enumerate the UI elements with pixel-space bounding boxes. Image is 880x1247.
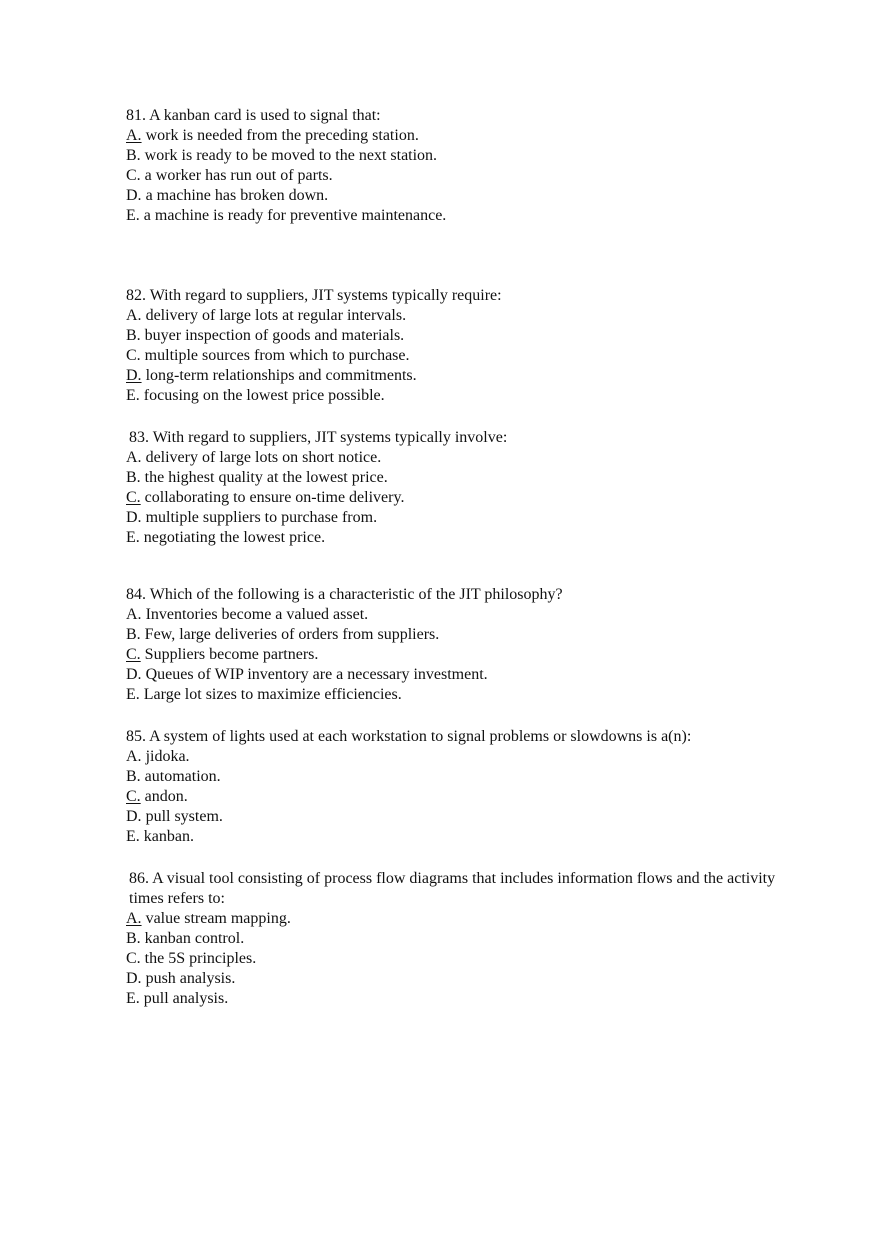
option-text: delivery of large lots at regular intervals. [141,307,407,324]
option-letter: A. [126,910,142,927]
option-text: a machine has broken down. [141,187,329,204]
option-letter: E. [126,686,140,703]
option-text: kanban control. [140,930,245,947]
question-82 [126,286,786,406]
option-letter: D. [126,666,142,683]
option-letter: E. [126,207,140,224]
answer-option-e [126,989,786,1009]
option-text: Inventories become a valued asset. [141,606,369,623]
option-text: pull analysis. [139,990,229,1007]
answer-option-b [126,625,786,645]
option-text: multiple sources from which to purchase. [140,347,410,364]
option-letter: E. [126,387,140,404]
question-84 [126,585,786,705]
question-stem: 84. Which of the following is a characteristic of the JIT philosophy? [126,586,563,603]
question-86 [126,869,786,1009]
option-text: value stream mapping. [141,910,291,927]
option-text: the highest quality at the lowest price. [140,469,388,486]
question-stem: 85. A system of lights used at each workstation to signal problems or slowdowns is a(n): [126,728,692,745]
answer-option-b [126,326,786,346]
option-letter: D. [126,970,142,987]
option-letter: B. [126,147,141,164]
option-text: the 5S principles. [140,950,257,967]
answer-option-e [126,827,786,847]
option-letter: B. [126,930,141,947]
option-letter: B. [126,626,141,643]
option-text: focusing on the lowest price possible. [139,387,385,404]
answer-option-c [126,949,786,969]
option-text: andon. [140,788,188,805]
option-letter: D. [126,187,142,204]
option-text: collaborating to ensure on-time delivery. [140,489,405,506]
option-letter: B. [126,768,141,785]
option-letter: C. [126,788,141,805]
option-text: push analysis. [141,970,236,987]
answer-option-e [126,206,786,226]
option-letter: D. [126,509,142,526]
question-stem: 82. With regard to suppliers, JIT systems typically require: [126,287,502,304]
option-text: work is needed from the preceding station. [141,127,419,144]
option-text: buyer inspection of goods and materials. [140,327,405,344]
option-letter: A. [126,127,142,144]
option-text: work is ready to be moved to the next station. [140,147,438,164]
answer-option-c [126,346,786,366]
option-letter: E. [126,529,140,546]
option-text: multiple suppliers to purchase from. [141,509,378,526]
option-text: a machine is ready for preventive maintenance. [139,207,447,224]
option-text: Suppliers become partners. [140,646,319,663]
answer-option-d [126,508,786,528]
answer-option-c [126,645,786,665]
option-text: kanban. [139,828,194,845]
answer-option-a [126,448,786,468]
answer-option-d [126,807,786,827]
option-letter: D. [126,367,142,384]
answer-option-e [126,386,786,406]
answer-option-d [126,366,786,386]
option-text: jidoka. [141,748,190,765]
answer-option-a [126,605,786,625]
answer-option-c [126,787,786,807]
answer-option-d [126,969,786,989]
option-letter: C. [126,950,141,967]
question-stem: 83. With regard to suppliers, JIT systems typically involve: [129,429,508,446]
option-letter: A. [126,606,142,623]
option-text: automation. [140,768,221,785]
option-letter: E. [126,828,140,845]
question-stem: 81. A kanban card is used to signal that: [126,107,381,124]
option-text: Large lot sizes to maximize efficiencies. [139,686,402,703]
option-text: delivery of large lots on short notice. [141,449,382,466]
option-letter: C. [126,646,141,663]
question-stem: 86. A visual tool consisting of process flow diagrams that includes information flows and the activity times refers to: [129,870,776,907]
answer-option-e [126,528,786,548]
answer-option-b [126,146,786,166]
option-letter: C. [126,489,141,506]
answer-option-a [126,747,786,767]
option-text: a worker has run out of parts. [140,167,333,184]
option-letter: B. [126,469,141,486]
option-text: pull system. [141,808,223,825]
answer-option-b [126,468,786,488]
option-text: long-term relationships and commitments. [141,367,417,384]
option-text: negotiating the lowest price. [139,529,326,546]
answer-option-d [126,665,786,685]
option-letter: C. [126,167,141,184]
question-83 [126,428,786,548]
answer-option-d [126,186,786,206]
question-85 [126,727,786,847]
answer-option-a [126,126,786,146]
answer-option-b [126,929,786,949]
answer-option-c [126,166,786,186]
option-letter: C. [126,347,141,364]
question-81 [126,106,786,226]
answer-option-e [126,685,786,705]
option-letter: E. [126,990,140,1007]
answer-option-a [126,909,786,929]
option-letter: A. [126,449,142,466]
option-letter: D. [126,808,142,825]
option-letter: B. [126,327,141,344]
answer-option-b [126,767,786,787]
option-text: Queues of WIP inventory are a necessary investment. [141,666,488,683]
option-letter: A. [126,307,142,324]
answer-option-a [126,306,786,326]
option-text: Few, large deliveries of orders from suppliers. [140,626,440,643]
option-letter: A. [126,748,142,765]
answer-option-c [126,488,786,508]
